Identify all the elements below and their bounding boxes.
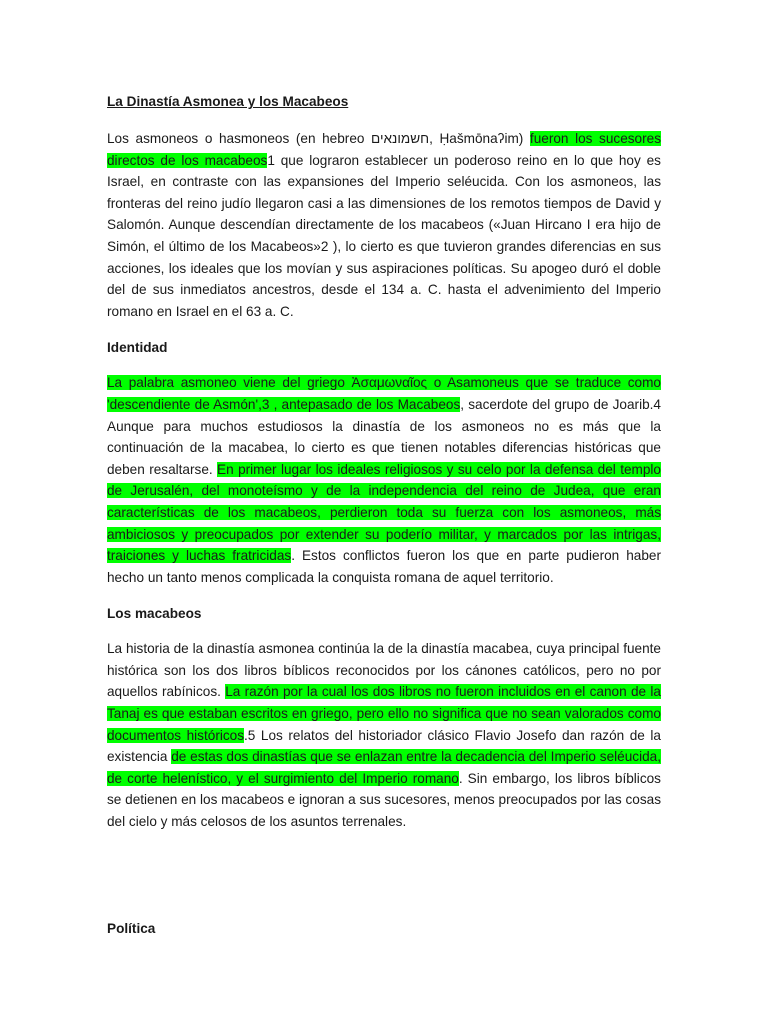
highlighted-text: fueron los sucesores directos de los macabeos	[107, 131, 661, 168]
highlighted-text: En primer lugar los ideales religiosos y su celo por la defensa del templo de Jerusalén, del monoteísmo y de la independencia del reino de Judea, que eran características de los macabeos, perdieron toda su fuerza con los asmoneos, más ambiciosos y preocupados por extender su poderío militar, y marcados por las intrigas, traiciones y luchas fratricidas	[107, 461, 661, 564]
heading-los-macabeos: Los macabeos	[107, 606, 202, 622]
document-title: La Dinastía Asmonea y los Macabeos	[107, 94, 349, 109]
text-segment: .5 Los relatos del historiador clásico Flavio Josefo dan razón de la existencia	[107, 727, 661, 765]
heading-identidad: Identidad	[107, 340, 168, 356]
text-segment: . Sin embargo, los libros bíblicos se detienen en los macabeos e ignoran a sus sucesores, menos preocupados por las cosas del cielo y más celosos de los asuntos terrenales.	[107, 770, 661, 830]
document-page	[107, 92, 661, 953]
highlighted-text: La razón por la cual los dos libros no fueron incluidos en el canon de la Tanaj es que estaban escritos en griego, pero ello no significa que no sean valorados como documentos históricos	[107, 684, 661, 743]
paragraph-intro	[107, 128, 661, 322]
text-segment: , sacerdote del grupo de Joarib.4 Aunque para muchos estudiosos la dinastía de los asmoneos no es más que la continuación de la macabea, lo cierto es que tienen notables diferencias históricas que deben resaltarse.	[107, 396, 661, 477]
paragraph-identidad	[107, 372, 661, 588]
blank-space	[107, 849, 661, 919]
highlighted-text: de estas dos dinastías que se enlazan entre la decadencia del Imperio seléucida, de corte helenístico, y el surgimiento del Imperio romano	[107, 749, 661, 786]
paragraph-los-macabeos	[107, 638, 661, 832]
text-segment: La historia de la dinastía asmonea continúa la de la dinastía macabea, cuya principal fuente histórica son los dos libros bíblicos reconocidos por los cánones católicos, pero no por aquellos rabínicos.	[107, 641, 661, 700]
text-segment: . Estos conflictos fueron los que en parte pudieron haber hecho un tanto menos complicada la conquista romana de aquel territorio.	[107, 548, 661, 585]
highlighted-text: La palabra asmoneo viene del griego Ἀσαμωναῖος o Asamoneus que se traduce como 'descendiente de Asmón',3 , antepasado de los Macabeos	[107, 375, 661, 412]
text-segment: 1 que lograron establecer un poderoso reino en lo que hoy es Israel, en contraste con las expansiones del Imperio seléucida. Con los asmoneos, las fronteras del reino judío llegaron casi a las dimensiones de los remotos tiempos de David y Salomón. Aunque descendían directamente de los macabeos («Juan Hircano I era hijo de Simón, el último de los Macabeos»2 ), lo cierto es que tuvieron grandes diferencias en sus acciones, los ideales que los movían y sus aspiraciones políticas. Su apogeo duró el doble del de sus inmediatos ancestros, desde el 134 a. C. hasta el advenimiento del Imperio romano en Israel en el 63 a. C.	[107, 152, 661, 319]
text-segment: Los asmoneos o hasmoneos (en hebreo חשמונאים, Ḥašmōnaʔim)	[107, 131, 530, 146]
heading-politica: Política	[107, 920, 156, 936]
